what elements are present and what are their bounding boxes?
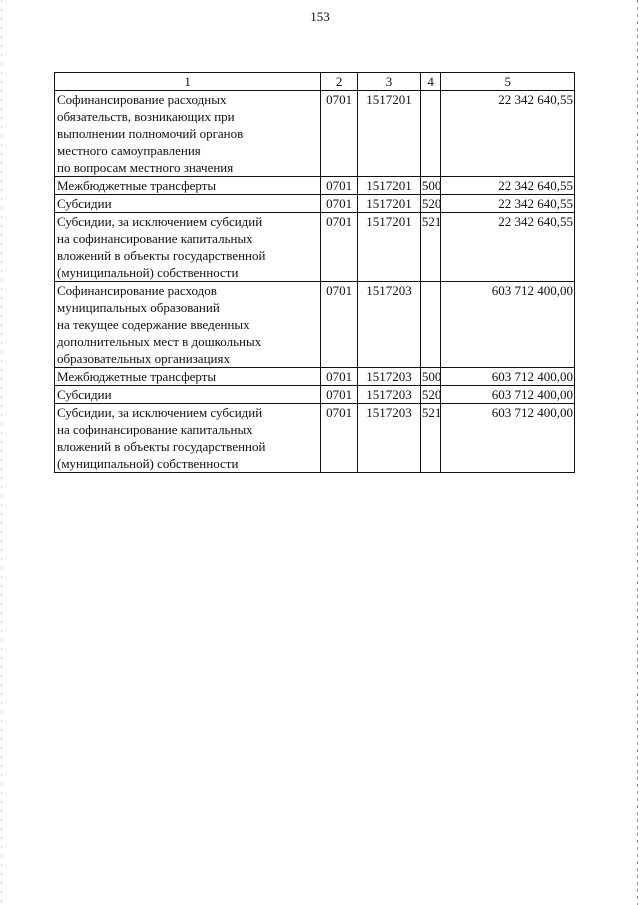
row-section: 0701 (321, 368, 358, 386)
row-target: 1517201 (358, 177, 421, 195)
page-number: 153 (310, 9, 330, 24)
table-row (55, 177, 575, 195)
row-amount: 603 712 400,00 (441, 282, 575, 368)
table-row (55, 368, 575, 386)
table-row (55, 386, 575, 404)
row-section: 0701 (321, 177, 358, 195)
header-col-5: 5 (441, 73, 575, 91)
row-amount: 22 342 640,55 (441, 91, 575, 177)
row-name: Софинансирование расходов муниципальных образований на текущее содержание введенных дополнительных мест в дошкольных образовательных организациях (55, 282, 321, 368)
row-name: Субсидии (55, 195, 321, 213)
row-amount: 603 712 400,00 (441, 368, 575, 386)
table-row (55, 282, 575, 368)
row-name: Субсидии (55, 386, 321, 404)
header-col-2: 2 (321, 73, 358, 91)
row-vr: 521 (420, 404, 441, 473)
row-target: 1517201 (358, 91, 421, 177)
row-vr (420, 91, 441, 177)
row-section: 0701 (321, 386, 358, 404)
scan-edge-right (637, 0, 638, 905)
row-target: 1517201 (358, 213, 421, 282)
row-target: 1517203 (358, 282, 421, 368)
row-amount: 22 342 640,55 (441, 195, 575, 213)
row-section: 0701 (321, 282, 358, 368)
row-target: 1517203 (358, 386, 421, 404)
row-target: 1517201 (358, 195, 421, 213)
header-col-3: 3 (358, 73, 421, 91)
row-section: 0701 (321, 404, 358, 473)
row-name: Субсидии, за исключением субсидий на софинансирование капитальных вложений в объекты государственной (муниципальной) собственности (55, 213, 321, 282)
row-name: Межбюджетные трансферты (55, 368, 321, 386)
row-amount: 603 712 400,00 (441, 404, 575, 473)
row-vr: 521 (420, 213, 441, 282)
scan-edge-left (1, 0, 2, 905)
row-section: 0701 (321, 195, 358, 213)
table-header-row (55, 73, 575, 91)
header-col-1: 1 (55, 73, 321, 91)
row-name: Субсидии, за исключением субсидий на софинансирование капитальных вложений в объекты государственной (муниципальной) собственности (55, 404, 321, 473)
table-row (55, 91, 575, 177)
row-section: 0701 (321, 213, 358, 282)
row-target: 1517203 (358, 404, 421, 473)
row-vr: 520 (421, 196, 442, 211)
row-name: Межбюджетные трансферты (55, 177, 321, 195)
row-vr: 500 (421, 369, 442, 384)
row-vr: 500 (421, 178, 442, 193)
table-row (55, 213, 575, 282)
row-amount: 22 342 640,55 (441, 177, 575, 195)
row-amount: 22 342 640,55 (441, 213, 575, 282)
row-vr: 520 (421, 387, 442, 402)
table-row (55, 404, 575, 473)
row-amount: 603 712 400,00 (441, 386, 575, 404)
row-vr (420, 282, 441, 368)
row-section: 0701 (321, 91, 358, 177)
header-col-4: 4 (420, 73, 441, 91)
row-target: 1517203 (358, 368, 421, 386)
table-row (55, 195, 575, 213)
row-name: Софинансирование расходных обязательств, возникающих при выполнении полномочий органов местного самоуправления по вопросам местного значения (55, 91, 321, 177)
budget-table (54, 72, 575, 473)
